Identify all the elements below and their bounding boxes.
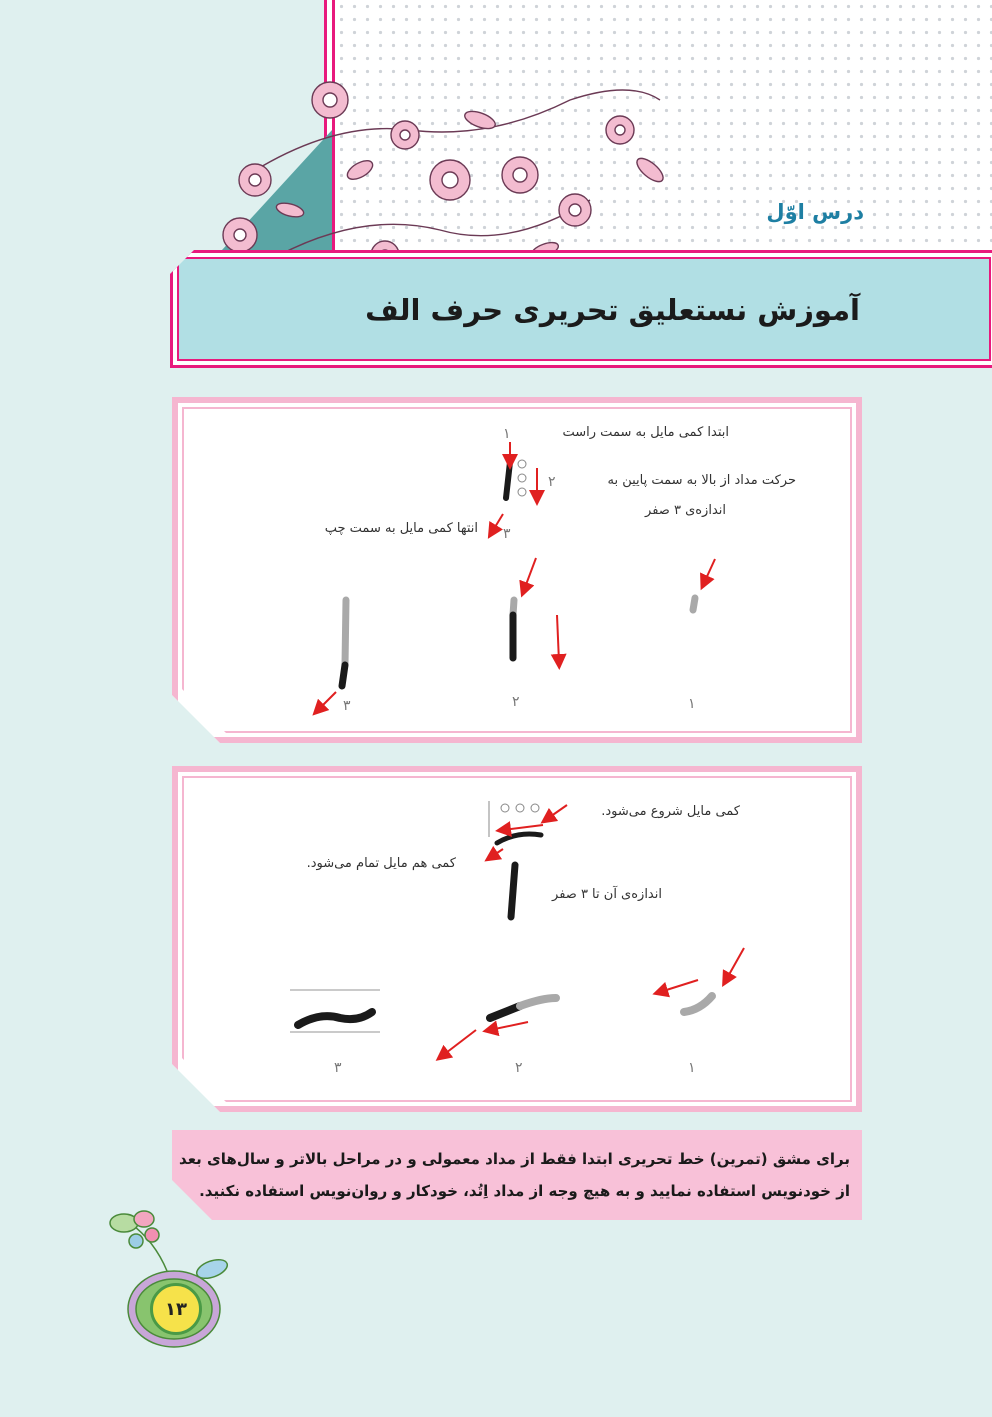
arrow-icon — [660, 980, 698, 992]
arrow-icon — [318, 692, 336, 710]
box1-step-3: ۳ — [343, 698, 351, 714]
arrow-icon — [442, 1030, 476, 1056]
footer-line-2: از خودنویس استفاده نمایید و به هیچ وجه از مداد اِتُد، خودکار و روان‌نویس استفاده نکنید. — [199, 1182, 850, 1200]
box2-step-1: ۱ — [688, 1060, 696, 1076]
arrow-icon — [491, 849, 503, 857]
lesson-label: درس اوّل — [766, 200, 864, 224]
box1-note-1-num: ۱ — [503, 426, 511, 442]
arrow-icon — [503, 825, 543, 830]
box1-step-1: ۱ — [688, 696, 696, 712]
box2-example-madda — [455, 795, 585, 925]
page-title: آموزش نستعلیق تحریری حرف الف — [365, 293, 860, 327]
arrow-icon — [492, 514, 503, 532]
box2-note-1: کمی مایل شروع می‌شود. — [601, 804, 740, 819]
arrow-icon — [704, 559, 715, 583]
box2-step-3: ۳ — [334, 1060, 342, 1076]
footer-line-1: برای مشق (تمرین) خط تحریری ابتدا فقط از مداد معمولی و در مراحل بالاتر و سال‌های بعد — [179, 1150, 850, 1168]
box2-stroke-diagrams — [280, 940, 760, 1070]
box1-step-2: ۲ — [512, 694, 520, 710]
box1-note-2-num: ۲ — [548, 474, 556, 490]
arrow-icon — [524, 558, 536, 590]
arrow-icon — [726, 948, 744, 980]
box2-note-2: کمی هم مایل تمام می‌شود. — [306, 856, 456, 871]
box1-note-3: انتها کمی مایل به سمت چپ — [324, 521, 478, 536]
box2-step-2: ۲ — [515, 1060, 523, 1076]
box1-note-3-num: ۳ — [503, 526, 511, 542]
box1-stroke-diagrams — [270, 440, 570, 720]
box2-note-3: اندازه‌ی آن تا ۳ صفر — [552, 887, 662, 902]
arrow-icon — [490, 1022, 528, 1030]
arrow-icon — [557, 615, 559, 662]
box1-note-2-line2: اندازه‌ی ۳ صفر — [645, 503, 726, 518]
box1-step1-diagram — [670, 555, 730, 625]
page-number: ۱۳ — [150, 1283, 202, 1335]
arrow-icon — [547, 805, 567, 819]
footer-note-panel — [172, 1130, 862, 1220]
box1-note-2-line1: حرکت مداد از بالا به سمت پایین به — [607, 473, 796, 488]
box1-note-1: ابتدا کمی مایل به سمت راست — [562, 425, 729, 440]
